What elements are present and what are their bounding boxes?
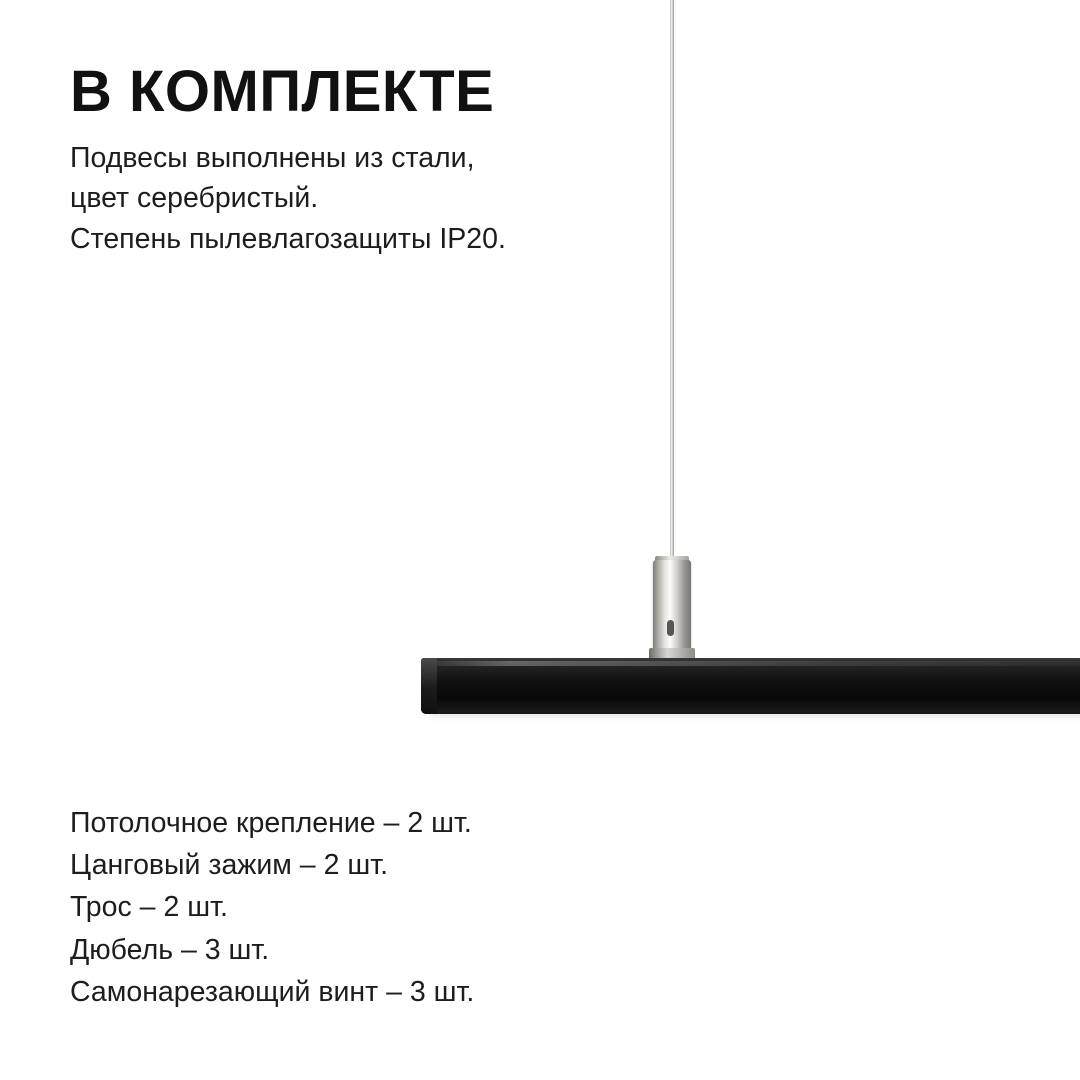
luminaire-highlight [430,661,1080,666]
description-line-2: цвет серебристый. [70,182,319,215]
list-item: Дюбель – 3 шт. [70,933,270,966]
description-line-3: Степень пылевлагозащиты IP20. [70,222,506,255]
list-item: Цанговый зажим – 2 шт. [70,849,389,882]
suspension-cable [670,0,674,563]
kit-contents-list [70,802,474,1013]
collet-clamp [653,560,691,660]
list-item: Трос – 2 шт. [70,891,228,924]
clamp-base [649,648,695,662]
luminaire-end-cap [421,658,437,714]
page-title: В КОМПЛЕКТЕ [70,59,495,124]
list-item: Потолочное крепление – 2 шт. [70,807,472,839]
luminaire-body [421,658,1080,714]
collet-clamp-top [655,556,689,566]
clamp-hole-icon [667,620,674,636]
description-line-1: Подвесы выполнены из стали, [70,142,475,174]
description-block [70,138,506,259]
list-item: Самонарезающий винт – 3 шт. [70,975,475,1008]
luminaire-shadow [430,712,1080,719]
